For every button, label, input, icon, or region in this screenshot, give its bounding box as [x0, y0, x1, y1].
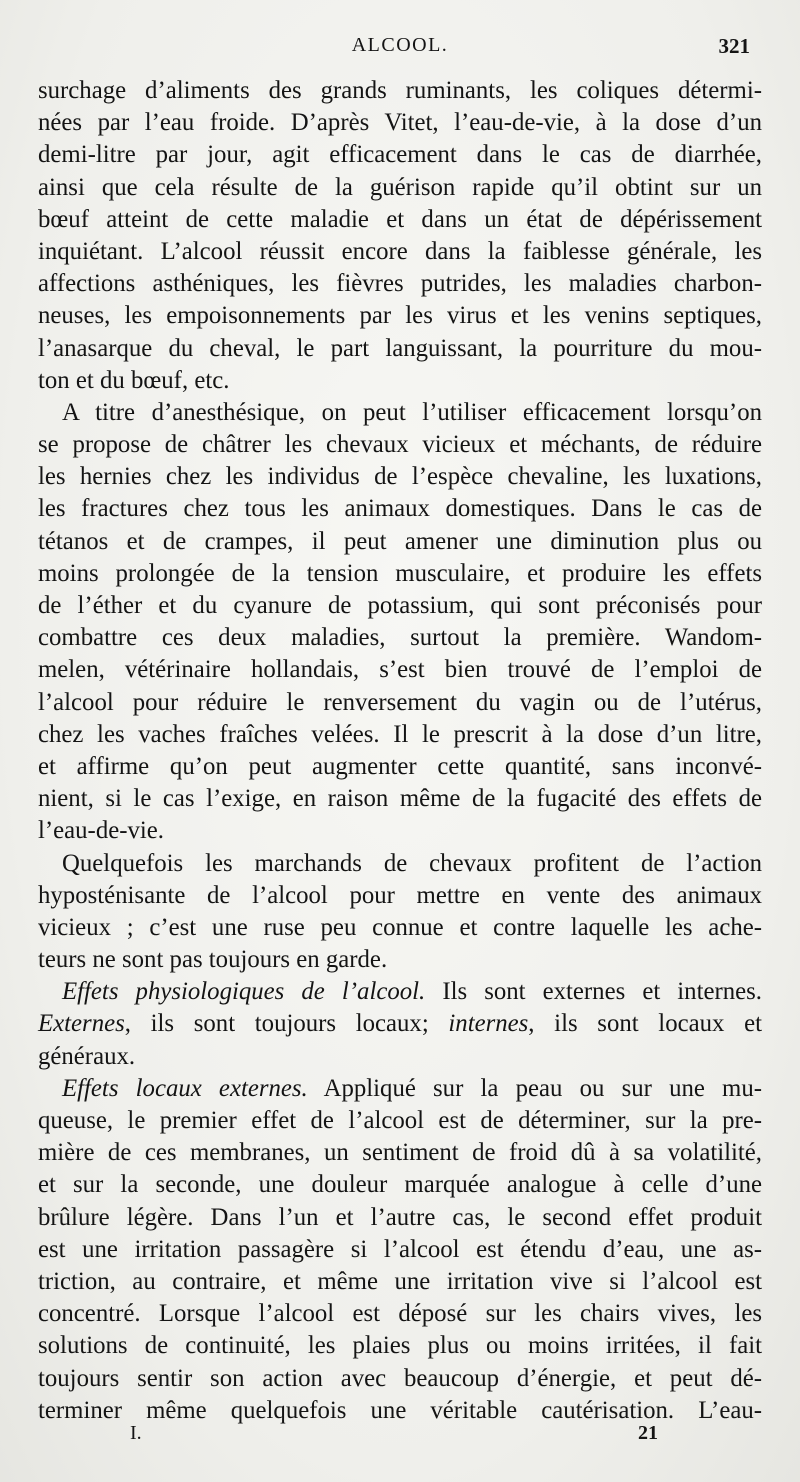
text-line [38, 461, 762, 493]
text-line [38, 300, 762, 332]
text-line [38, 719, 762, 751]
body-text [38, 75, 762, 1427]
text-line [38, 397, 762, 429]
text-span: de l’éther et du cyanure de potassium, qui sont préconisés pour [38, 592, 762, 619]
text-span: Appliqué sur la peau ou sur une mu- [307, 1074, 762, 1102]
text-line [38, 558, 762, 590]
text-line [38, 1330, 762, 1362]
text-span: solutions de continuité, les plaies plus ou moins irritées, il fait [38, 1332, 762, 1360]
text-line [38, 1234, 762, 1266]
text-line [38, 1266, 762, 1298]
text-line [38, 1105, 762, 1137]
text-line [38, 1137, 762, 1169]
text-line [38, 1298, 762, 1330]
text-span: est une irritation passagère si l’alcool est étendu d’eau, une as- [38, 1235, 762, 1263]
text-line [38, 204, 762, 236]
text-span: les hernies chez les individus de l’espèce chevaline, les luxations, [38, 463, 762, 491]
italic-text: internes [448, 1010, 529, 1038]
text-span: concentré. Lorsque l’alcool est déposé sur les chairs vives, les [38, 1300, 762, 1328]
running-title: ALCOOL. [351, 34, 449, 56]
italic-text: Effets locaux externes. [62, 1074, 308, 1102]
text-span: queuse, le premier effet de l’alcool est de déterminer, sur la pre- [38, 1107, 762, 1134]
text-span: les fractures chez tous les animaux domestiques. Dans le cas de [38, 495, 762, 523]
text-line [38, 172, 762, 204]
text-span: et sur la seconde, une douleur marquée analogue à celle d’une [38, 1171, 762, 1199]
text-span: bœuf atteint de cette maladie et dans un état de dépérissement [38, 205, 762, 233]
text-span: inquiétant. L’alcool réussit encore dans la faiblesse générale, les [38, 237, 762, 265]
text-span: nient, si le cas l’exige, en raison même de la fugacité des effets de [38, 785, 762, 813]
text-line [38, 880, 762, 912]
text-line [38, 751, 762, 783]
text-span: généraux. [38, 1042, 136, 1070]
text-line [38, 944, 762, 976]
text-span: triction, au contraire, et même une irritation vive si l’alcool est [38, 1267, 762, 1295]
text-span: affections asthéniques, les fièvres putrides, les maladies charbon- [38, 270, 762, 298]
text-span: tétanos et de crampes, il peut amener une diminution plus ou [38, 527, 762, 555]
text-span: brûlure légère. Dans l’un et l’autre cas, le second effet produit [38, 1203, 762, 1231]
text-line [38, 333, 762, 365]
text-span: chez les vaches fraîches velées. Il le prescrit à la dose d’un litre, [38, 720, 762, 748]
text-line [38, 75, 762, 107]
text-span: melen, vétérinaire hollandais, s’est bien trouvé de l’emploi de [38, 656, 762, 684]
text-span: l’eau-de-vie. [38, 817, 164, 845]
text-line [38, 139, 762, 171]
text-line [38, 107, 762, 139]
running-head [0, 30, 800, 60]
text-span: Quelquefois les marchands de chevaux profitent de l’action [62, 849, 762, 877]
text-span: l’anasarque du cheval, le part languissant, la pourriture du mou- [38, 334, 762, 362]
page-number: 321 [718, 34, 750, 58]
text-span: demi-litre par jour, agit efficacement dans le cas de diarrhée, [38, 141, 762, 169]
text-line [38, 1073, 762, 1105]
text-line [38, 687, 762, 719]
text-line [38, 848, 762, 880]
text-span: surchage d’aliments des grands ruminants, les coliques détermi- [38, 77, 762, 104]
text-span: , ils sont locaux et [528, 1010, 762, 1038]
text-span: A titre d’anesthésique, on peut l’utiliser efficacement lorsqu’on [62, 398, 762, 426]
text-line [38, 783, 762, 815]
text-line [38, 268, 762, 300]
italic-text: Effets physiologiques de l’alcool. [62, 978, 426, 1006]
text-span: nées par l’eau froide. D’après Vitet, l’eau-de-vie, à la dose d’un [38, 109, 762, 137]
text-line [38, 622, 762, 654]
italic-text: Externes [38, 1010, 125, 1038]
text-span: moins prolongée de la tension musculaire, et produire les effets [38, 559, 762, 587]
text-span: ton et du bœuf, etc. [38, 366, 230, 394]
text-span: l’alcool pour réduire le renversement du vagin ou de l’utérus, [38, 688, 762, 716]
text-span: terminer même quelquefois une véritable cautérisation. L’eau- [38, 1396, 762, 1424]
text-span: mière de ces membranes, un sentiment de froid dû à sa volatilité, [38, 1139, 762, 1167]
text-line [38, 493, 762, 525]
text-line [38, 590, 762, 622]
text-line [38, 1363, 762, 1395]
volume-mark: I. [130, 1422, 142, 1444]
signature-mark: 21 [638, 1422, 658, 1444]
text-line [38, 365, 762, 397]
text-line [38, 1041, 762, 1073]
text-line [38, 1169, 762, 1201]
text-line [38, 1202, 762, 1234]
text-line [38, 526, 762, 558]
text-span: toujours sentir son action avec beaucoup d’énergie, et peut dé- [38, 1364, 762, 1392]
text-line [38, 976, 762, 1008]
text-line [38, 815, 762, 847]
text-line [38, 1008, 762, 1040]
text-span: ainsi que cela résulte de la guérison rapide qu’il obtint sur un [38, 173, 762, 201]
text-span: et affirme qu’on peut augmenter cette quantité, sans inconvé- [38, 752, 762, 780]
text-span: combattre ces deux maladies, surtout la première. Wandom- [38, 624, 762, 652]
text-line [38, 429, 762, 461]
text-span: se propose de châtrer les chevaux vicieux et méchants, de réduire [38, 431, 762, 459]
text-line [38, 236, 762, 268]
text-span: hyposténisante de l’alcool pour mettre en vente des animaux [38, 881, 762, 909]
page-footer [0, 1422, 800, 1452]
text-span: , ils sont toujours locaux; [124, 1010, 449, 1038]
text-line [38, 912, 762, 944]
text-span: teurs ne sont pas toujours en garde. [38, 946, 388, 974]
text-span: Ils sont externes et internes. [425, 978, 762, 1006]
text-line [38, 654, 762, 686]
text-span: neuses, les empoisonnements par les virus et les venins septiques, [38, 302, 762, 330]
text-span: vicieux ; c’est une ruse peu connue et contre laquelle les ache- [38, 913, 762, 941]
